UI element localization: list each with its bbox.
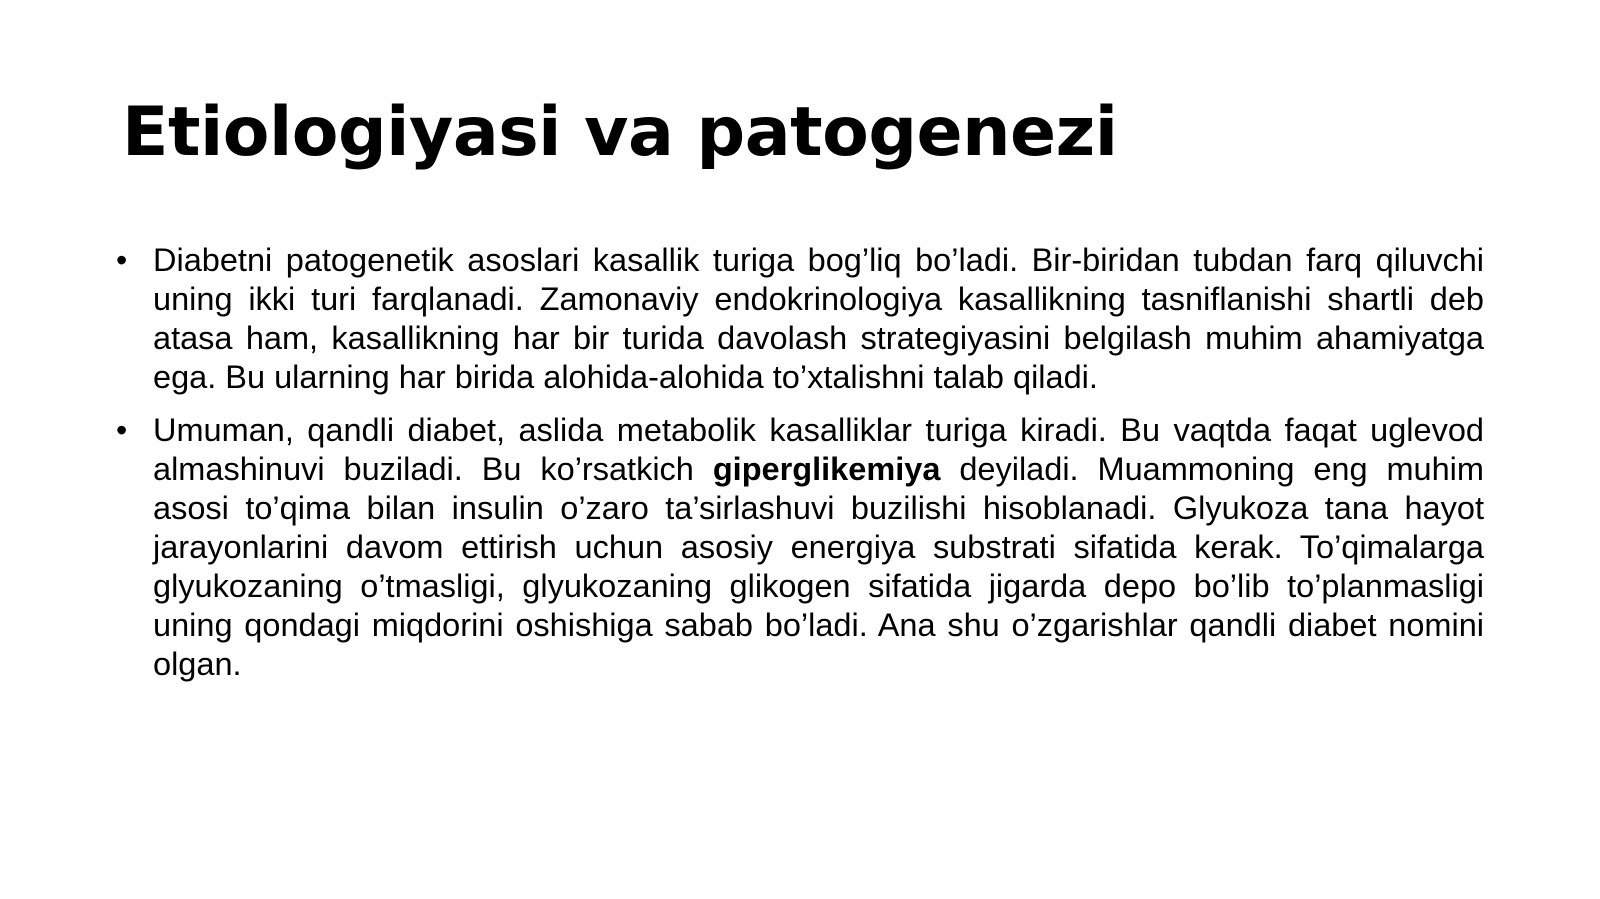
bullet-item-2 [116, 411, 1484, 684]
bullet-marker: • [116, 412, 128, 448]
bullet-marker: • [116, 242, 128, 278]
slide-content [116, 241, 1484, 698]
bullet-text-after: deyiladi. Muammoning eng muhim asosi to’qima bilan insulin o’zaro ta’sirlashuvi buzilishi hisoblanadi. Glyukoza tana hayot jarayonlarini davom ettirish uchun asosiy energiya substrati sifatida kerak. To’qimalarga glyukozaning o’tmasligi, glyukozaning glikogen sifatida jigarda depo bo’lib to’planmasligi uning qondagi miqdorini oshishiga sabab bo’ladi. Ana shu o’zgarishlar qandli diabet nomini olgan. [153, 451, 1484, 682]
bullet-text-before: Umuman, qandli diabet, aslida metabolik kasalliklar turiga kiradi. Bu vaqtda faqat uglevod almashinuvi buziladi. Bu ko’rsatkich [153, 412, 1484, 487]
bullet-item-1 [116, 241, 1484, 397]
bold-term: giperglikemiya [712, 451, 941, 487]
bullet-text: Diabetni patogenetik asoslari kasallik turiga bog’liq bo’ladi. Bir-biridan tubdan farq qiluvchi uning ikki turi farqlanadi. Zamonaviy endokrinologiya kasallikning tasniflanishi shartli deb atasa ham, kasallikning har bir turida davolash strategiyasini belgilash muhim ahamiyatga ega. Bu ularning har birida alohida-alohida to’xtalishni talab qiladi. [153, 242, 1484, 395]
slide-title: Etiologiyasi va patogenezi [122, 93, 1118, 172]
